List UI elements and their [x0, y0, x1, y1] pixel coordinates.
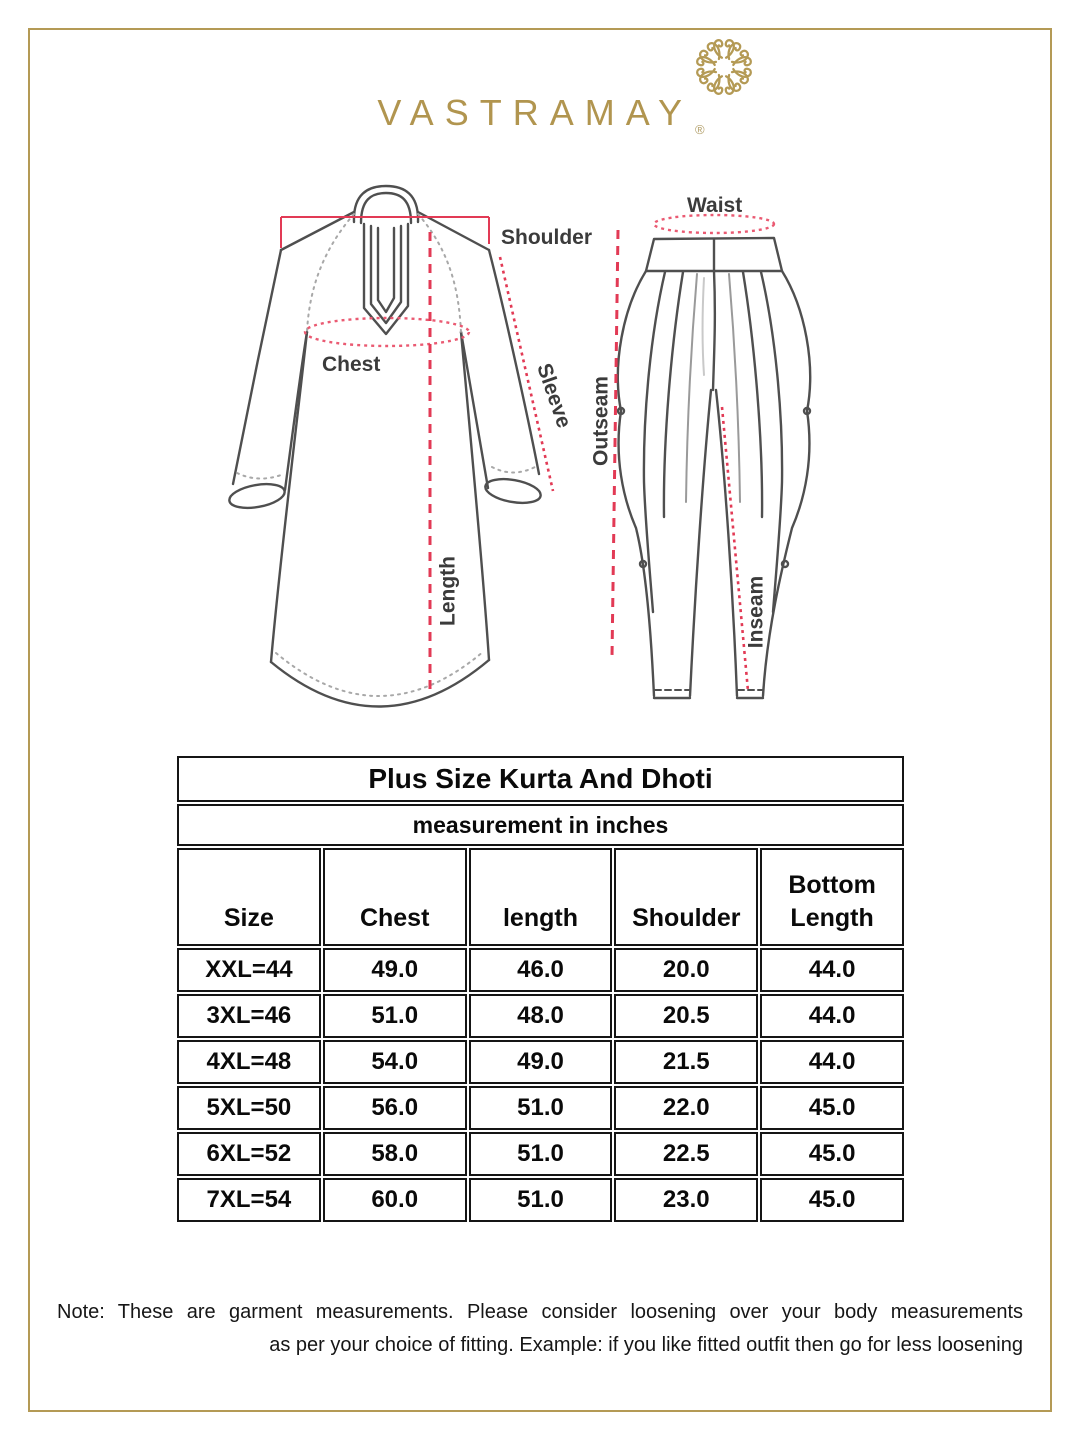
kurta-drawing — [228, 186, 593, 707]
chest-cell: 56.0 — [323, 1086, 467, 1130]
kurta-hem — [271, 660, 489, 707]
table-row — [177, 1132, 904, 1176]
kurta-cuff-left — [228, 480, 287, 511]
dhoti-center-seam — [713, 271, 715, 390]
brand-ornament-icon — [691, 34, 757, 100]
shoulder-cell: 20.5 — [614, 994, 758, 1038]
table-title: Plus Size Kurta And Dhoti — [177, 756, 904, 802]
shoulder-label: Shoulder — [501, 226, 593, 249]
table-row — [177, 1040, 904, 1084]
brand-header — [0, 90, 1080, 136]
column-header-chest: Chest — [323, 848, 467, 946]
note-line-1: Note: These are garment measurements. Please consider loosening over your body measurements — [57, 1301, 1023, 1323]
sleeve-label: Sleeve — [532, 360, 576, 431]
size-cell: 5XL=50 — [177, 1086, 321, 1130]
table-row — [177, 1178, 904, 1222]
shoulder-cell: 22.0 — [614, 1086, 758, 1130]
length-cell: 46.0 — [469, 948, 613, 992]
bottom-length-cell: 44.0 — [760, 1040, 904, 1084]
outseam-label: Outseam — [589, 376, 613, 466]
chest-cell: 54.0 — [323, 1040, 467, 1084]
length-cell: 51.0 — [469, 1086, 613, 1130]
kurta-cuff-right — [484, 475, 543, 506]
kurta-cuff-stitch-left — [237, 473, 281, 479]
kurta-body-right — [461, 332, 489, 660]
shoulder-cell: 22.5 — [614, 1132, 758, 1176]
kurta-sleeve-left — [233, 250, 281, 484]
dhoti-leg-left-inner — [690, 390, 711, 696]
length-cell: 49.0 — [469, 1040, 613, 1084]
bottom-length-cell: 45.0 — [760, 1178, 904, 1222]
outseam-measure-line — [612, 230, 618, 657]
table-row — [177, 994, 904, 1038]
table-subtitle: measurement in inches — [177, 804, 904, 846]
measurement-diagram — [0, 160, 1080, 780]
shoulder-cell: 21.5 — [614, 1040, 758, 1084]
chest-cell: 51.0 — [323, 994, 467, 1038]
chest-cell: 49.0 — [323, 948, 467, 992]
length-cell: 51.0 — [469, 1132, 613, 1176]
dhoti-leg-right-inner — [716, 390, 737, 696]
size-table — [175, 754, 906, 1224]
column-header-bottom-length: Bottom Length — [760, 848, 904, 946]
note-line-2: as per your choice of fitting. Example: if you like fitted outfit then go for less loosening — [269, 1334, 1023, 1356]
length-cell: 51.0 — [469, 1178, 613, 1222]
chest-cell: 58.0 — [323, 1132, 467, 1176]
column-header-length: length — [469, 848, 613, 946]
length-label: Length — [436, 556, 460, 626]
kurta-sleeve-right — [489, 250, 539, 474]
registered-trademark: ® — [695, 122, 705, 137]
bottom-length-cell: 45.0 — [760, 1132, 904, 1176]
shoulder-cell: 20.0 — [614, 948, 758, 992]
chest-cell: 60.0 — [323, 1178, 467, 1222]
garment-note — [57, 1296, 1023, 1362]
kurta-body-left — [271, 332, 307, 662]
column-header-shoulder: Shoulder — [614, 848, 758, 946]
kurta-hem-stitch — [276, 651, 484, 696]
brand-logo-text: VASTRAMAY — [377, 92, 694, 133]
size-cell: 7XL=54 — [177, 1178, 321, 1222]
length-cell: 48.0 — [469, 994, 613, 1038]
size-chart-table — [175, 754, 906, 1224]
size-cell: 3XL=46 — [177, 994, 321, 1038]
dhoti-drape-left — [618, 271, 654, 696]
kurta-cuff-stitch-right — [492, 467, 535, 473]
chest-label: Chest — [322, 353, 381, 376]
shoulder-cell: 23.0 — [614, 1178, 758, 1222]
dhoti-drawing — [590, 194, 811, 698]
size-cell: 4XL=48 — [177, 1040, 321, 1084]
table-row — [177, 948, 904, 992]
bottom-length-cell: 44.0 — [760, 948, 904, 992]
inseam-label: Inseam — [744, 575, 768, 649]
dhoti-drape-right — [763, 271, 810, 696]
bottom-length-cell: 44.0 — [760, 994, 904, 1038]
waist-measure-ellipse — [654, 215, 774, 233]
column-header-size: Size — [177, 848, 321, 946]
size-cell: 6XL=52 — [177, 1132, 321, 1176]
brand-lockup — [377, 90, 705, 137]
table-row — [177, 1086, 904, 1130]
waist-label: Waist — [687, 194, 743, 217]
size-cell: XXL=44 — [177, 948, 321, 992]
bottom-length-cell: 45.0 — [760, 1086, 904, 1130]
